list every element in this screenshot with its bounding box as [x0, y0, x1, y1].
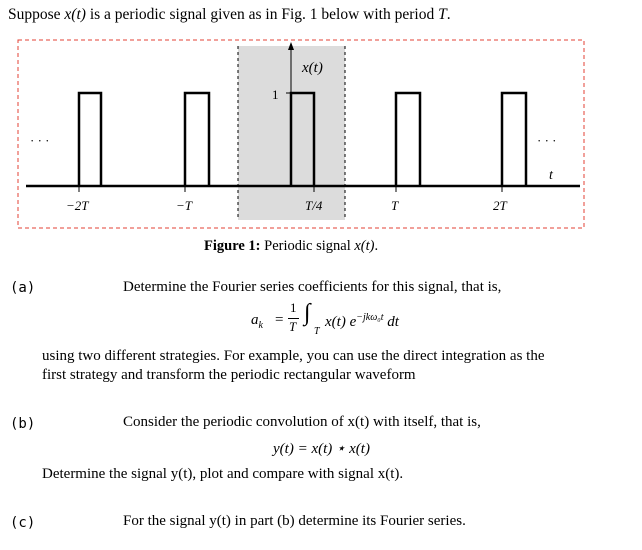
intro-prefix: Suppose — [8, 6, 65, 23]
label-a: (a) — [10, 280, 36, 296]
eq-a-body: x(t) e — [325, 314, 357, 330]
label-c: (c) — [10, 515, 36, 531]
problem-b-text: Consider the periodic convolution of x(t) with itself, that is, — [123, 414, 481, 430]
ellipsis-left: · · · — [30, 133, 50, 148]
y-axis-label: x(t) — [302, 60, 323, 76]
caption-math: x(t) — [354, 238, 375, 254]
tick-label-T: T — [391, 198, 399, 213]
equation-b: y(t) = x(t) ⋆ x(t) — [273, 441, 370, 457]
pulse-2T — [502, 93, 526, 186]
problem-c-text: For the signal y(t) in part (b) determine its Fourier series. — [123, 513, 466, 529]
problem-a-text: Determine the Fourier series coefficients for this signal, that is, — [123, 279, 502, 295]
pulse-minus-2T — [79, 93, 101, 186]
eq-a-integral: ∫ — [304, 300, 311, 326]
problem-a-text2: using two different strategies. For example, you can use the direct integration as the — [42, 348, 545, 364]
intro-math-T: T — [438, 6, 447, 23]
eq-a-int-sub: T — [314, 326, 320, 337]
caption-suffix: . — [374, 238, 379, 254]
equation-a — [251, 300, 431, 340]
intro-math-x: x(t) — [64, 6, 86, 23]
eq-a-equals: = — [275, 312, 284, 328]
eq-a-exp: −jkω₀t — [356, 312, 384, 323]
label-b: (b) — [10, 416, 36, 432]
pulse-T — [396, 93, 420, 186]
eq-a-lhs: a — [251, 312, 259, 328]
tick-label-T4: T/4 — [305, 198, 323, 213]
eq-a-den: T — [289, 319, 297, 334]
intro-middle: is a periodic signal given as in Fig. 1 below with period — [85, 6, 439, 23]
intro-suffix: . — [446, 6, 451, 23]
pulse-minus-T — [185, 93, 209, 186]
ellipsis-right: · · · — [537, 133, 557, 148]
problem-b-text2: Determine the signal y(t), plot and compare with signal x(t). — [42, 466, 404, 482]
eq-a-dt: dt — [383, 314, 399, 330]
figure-caption — [204, 238, 378, 255]
caption-bold: Figure 1: — [204, 238, 261, 254]
signal-figure — [0, 0, 642, 240]
tick-label-minus-T: −T — [176, 198, 193, 213]
eq-a-sub: k — [258, 320, 263, 331]
problem-a-text3: first strategy and transform the periodic rectangular waveform — [42, 367, 416, 383]
amplitude-label: 1 — [272, 87, 279, 102]
tick-label-minus-2T: −2T — [66, 198, 89, 213]
caption-prefix: Periodic signal — [260, 238, 355, 254]
x-axis-label: t — [549, 168, 553, 183]
tick-label-2T: 2T — [493, 198, 507, 213]
eq-a-num: 1 — [290, 300, 297, 315]
